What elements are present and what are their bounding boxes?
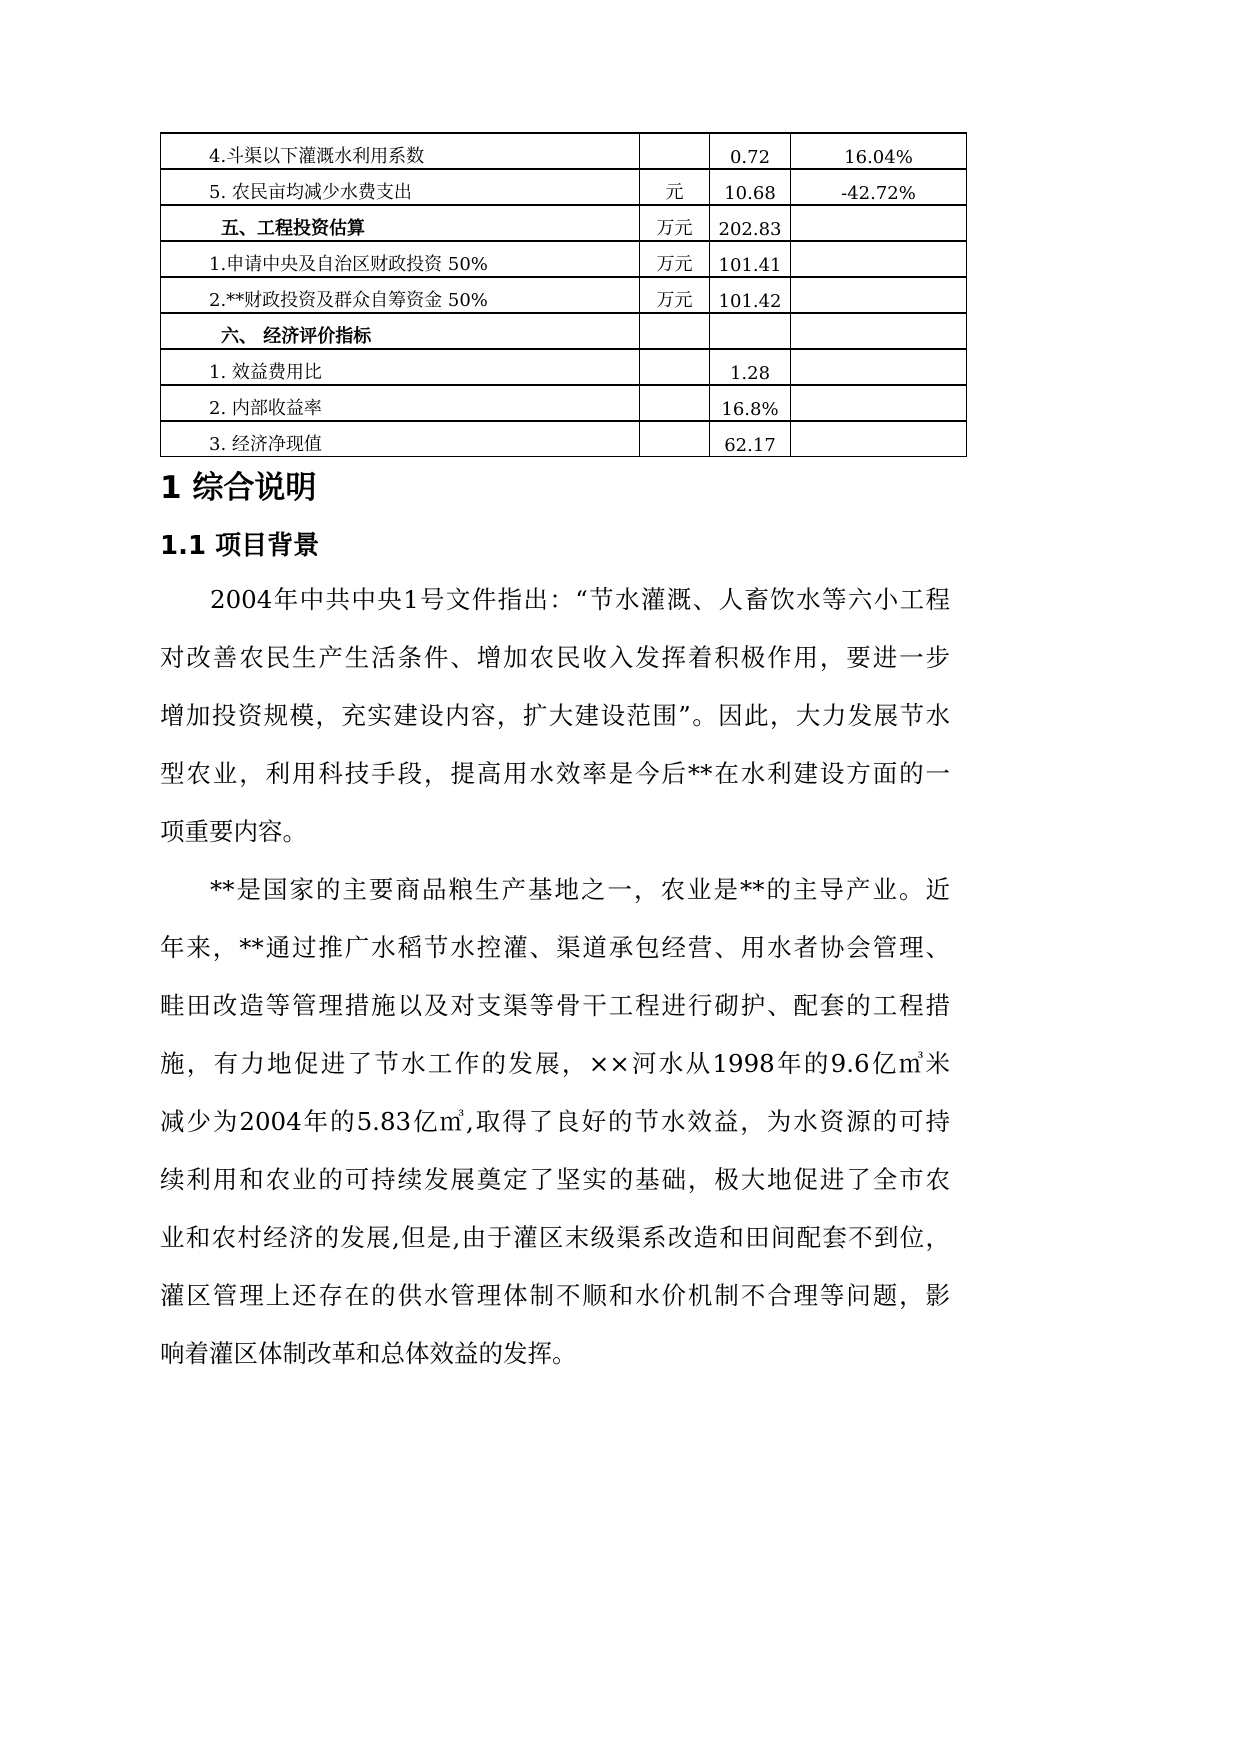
change-cell: [791, 385, 967, 421]
paragraph-line: 施，有力地促进了节水工作的发展，××河水从1998年的9.6亿㎥米: [160, 1049, 950, 1078]
paragraph-line: 业和农村经济的发展,但是,由于灌区末级渠系改造和田间配套不到位，: [160, 1223, 950, 1252]
change-cell: [791, 277, 967, 313]
paragraph-line: 年来，**通过推广水稻节水控灌、渠道承包经营、用水者协会管理、: [160, 933, 950, 962]
value-cell: [710, 313, 791, 349]
unit-cell: 元: [640, 169, 710, 205]
unit-cell: [640, 313, 710, 349]
change-cell: [791, 313, 967, 349]
change-cell: [791, 349, 967, 385]
item-cell: 3. 经济净现值: [161, 421, 640, 457]
table-row: [161, 349, 967, 385]
paragraph-line: 增加投资规模，充实建设内容，扩大建设范围”。因此，大力发展节水: [160, 701, 950, 730]
change-cell: 16.04%: [791, 133, 967, 169]
value-cell: 101.41: [710, 241, 791, 277]
table-row: [161, 133, 967, 169]
table-row: [161, 385, 967, 421]
unit-cell: [640, 349, 710, 385]
item-cell: 2.**财政投资及群众自筹资金 50%: [161, 277, 640, 313]
unit-cell: [640, 133, 710, 169]
section-heading: 1 综合说明: [160, 470, 317, 506]
change-cell: [791, 421, 967, 457]
value-cell: 0.72: [710, 133, 791, 169]
value-cell: 10.68: [710, 169, 791, 205]
value-cell: 62.17: [710, 421, 791, 457]
unit-cell: 万元: [640, 241, 710, 277]
unit-cell: 万元: [640, 205, 710, 241]
item-cell: 2. 内部收益率: [161, 385, 640, 421]
paragraph-line: 项重要内容。: [160, 817, 307, 846]
paragraph-2: [160, 861, 950, 1383]
paragraph-line: 续利用和农业的可持续发展奠定了坚实的基础，极大地促进了全市农: [160, 1165, 950, 1194]
paragraph-1: [160, 571, 950, 861]
change-cell: [791, 205, 967, 241]
table-row: [161, 169, 967, 205]
item-cell: 1. 效益费用比: [161, 349, 640, 385]
value-cell: 16.8%: [710, 385, 791, 421]
item-cell: 4.斗渠以下灌溉水利用系数: [161, 133, 640, 169]
paragraph-line: 灌区管理上还存在的供水管理体制不顺和水价机制不合理等问题，影: [160, 1281, 950, 1310]
table-row: [161, 421, 967, 457]
value-cell: 101.42: [710, 277, 791, 313]
paragraph-line: 响着灌区体制改革和总体效益的发挥。: [160, 1339, 577, 1368]
paragraph-line: **是国家的主要商品粮生产基地之一，农业是**的主导产业。近: [210, 875, 950, 904]
table-row: [161, 313, 967, 349]
indicator-table: [160, 132, 967, 457]
item-cell: 五、工程投资估算: [161, 205, 640, 241]
unit-cell: [640, 421, 710, 457]
paragraph-line: 型农业，利用科技手段，提高用水效率是今后**在水利建设方面的一: [160, 759, 950, 788]
item-cell: 六、 经济评价指标: [161, 313, 640, 349]
subsection-heading: 1.1 项目背景: [160, 531, 320, 561]
table-row: [161, 277, 967, 313]
item-cell: 5. 农民亩均减少水费支出: [161, 169, 640, 205]
value-cell: 202.83: [710, 205, 791, 241]
paragraph-line: 对改善农民生产生活条件、增加农民收入发挥着积极作用，要进一步: [160, 643, 950, 672]
change-cell: -42.72%: [791, 169, 967, 205]
item-cell: 1.申请中央及自治区财政投资 50%: [161, 241, 640, 277]
unit-cell: 万元: [640, 277, 710, 313]
table-row: [161, 205, 967, 241]
paragraph-line: 减少为2004年的5.83亿㎥,取得了良好的节水效益，为水资源的可持: [160, 1107, 950, 1136]
value-cell: 1.28: [710, 349, 791, 385]
paragraph-line: 2004年中共中央1号文件指出：“节水灌溉、人畜饮水等六小工程: [210, 585, 950, 614]
change-cell: [791, 241, 967, 277]
table-row: [161, 241, 967, 277]
unit-cell: [640, 385, 710, 421]
paragraph-line: 畦田改造等管理措施以及对支渠等骨干工程进行砌护、配套的工程措: [160, 991, 950, 1020]
